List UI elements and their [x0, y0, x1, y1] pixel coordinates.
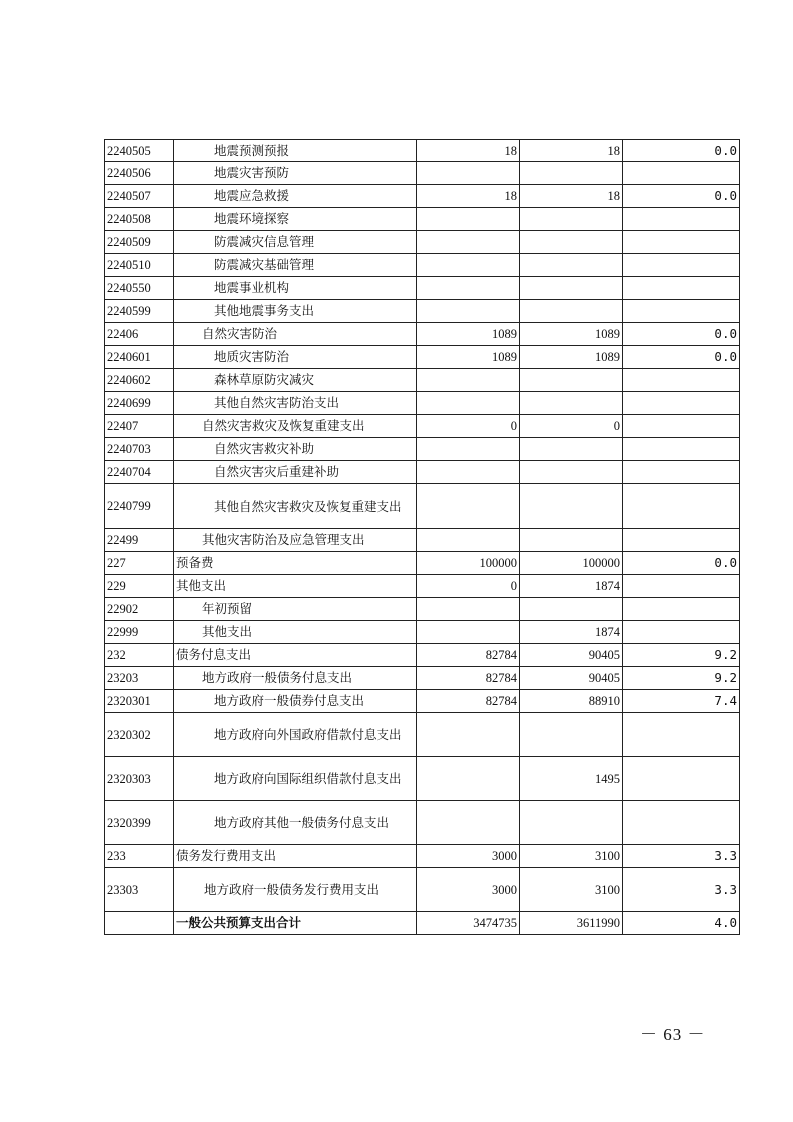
table-row — [105, 300, 740, 323]
budget-value-cell — [520, 254, 623, 277]
growth-rate-cell — [623, 621, 740, 644]
table-body — [105, 140, 740, 935]
previous-year-value-cell — [417, 392, 520, 415]
budget-value-cell — [520, 369, 623, 392]
budget-value-cell: 100000 — [520, 552, 623, 575]
subject-code-cell: 2240505 — [105, 140, 174, 162]
table-row — [105, 621, 740, 644]
page-number: － 63 － — [640, 1025, 706, 1044]
table-row — [105, 346, 740, 369]
previous-year-value-cell — [417, 529, 520, 552]
growth-rate-cell: 0.0 — [623, 323, 740, 346]
budget-value-cell: 90405 — [520, 644, 623, 667]
budget-expenditure-table — [104, 139, 740, 935]
table-row — [105, 323, 740, 346]
subject-code-cell: 2240799 — [105, 484, 174, 529]
subject-name-cell: 其他支出 — [174, 575, 417, 598]
previous-year-value-cell — [417, 438, 520, 461]
subject-code-cell: 2320399 — [105, 801, 174, 845]
previous-year-value-cell — [417, 277, 520, 300]
subject-name-cell: 一般公共预算支出合计 — [174, 912, 417, 935]
growth-rate-cell: 9.2 — [623, 667, 740, 690]
subject-code-cell: 2240510 — [105, 254, 174, 277]
table-row — [105, 801, 740, 845]
subject-name-cell: 自然灾害防治 — [174, 323, 417, 346]
previous-year-value-cell: 82784 — [417, 644, 520, 667]
budget-value-cell: 1874 — [520, 621, 623, 644]
previous-year-value-cell — [417, 208, 520, 231]
table-row — [105, 868, 740, 912]
subject-name-cell: 地方政府向国际组织借款付息支出 — [174, 757, 417, 801]
previous-year-value-cell — [417, 757, 520, 801]
table-row — [105, 644, 740, 667]
subject-code-cell: 23203 — [105, 667, 174, 690]
subject-code-cell: 233 — [105, 845, 174, 868]
growth-rate-cell — [623, 461, 740, 484]
growth-rate-cell — [623, 369, 740, 392]
budget-value-cell: 3611990 — [520, 912, 623, 935]
growth-rate-cell: 0.0 — [623, 185, 740, 208]
subject-code-cell: 2240601 — [105, 346, 174, 369]
subject-code-cell: 2240699 — [105, 392, 174, 415]
subject-name-cell: 自然灾害救灾及恢复重建支出 — [174, 415, 417, 438]
previous-year-value-cell — [417, 461, 520, 484]
previous-year-value-cell — [417, 801, 520, 845]
budget-value-cell: 1089 — [520, 323, 623, 346]
subject-code-cell: 2320302 — [105, 713, 174, 757]
table-row — [105, 208, 740, 231]
growth-rate-cell: 7.4 — [623, 690, 740, 713]
previous-year-value-cell: 1089 — [417, 323, 520, 346]
previous-year-value-cell: 0 — [417, 415, 520, 438]
table-row — [105, 598, 740, 621]
budget-value-cell: 3100 — [520, 845, 623, 868]
budget-value-cell: 1089 — [520, 346, 623, 369]
growth-rate-cell — [623, 801, 740, 845]
previous-year-value-cell: 3474735 — [417, 912, 520, 935]
budget-value-cell: 88910 — [520, 690, 623, 713]
table-row — [105, 185, 740, 208]
subject-name-cell: 地方政府其他一般债务付息支出 — [174, 801, 417, 845]
growth-rate-cell: 3.3 — [623, 868, 740, 912]
budget-value-cell — [520, 208, 623, 231]
subject-code-cell: 2240550 — [105, 277, 174, 300]
subject-name-cell: 其他灾害防治及应急管理支出 — [174, 529, 417, 552]
table-row — [105, 529, 740, 552]
previous-year-value-cell — [417, 713, 520, 757]
subject-code-cell: 2240508 — [105, 208, 174, 231]
subject-name-cell: 地方政府一般债务发行费用支出 — [174, 868, 417, 912]
budget-value-cell: 1495 — [520, 757, 623, 801]
budget-value-cell: 18 — [520, 185, 623, 208]
budget-value-cell: 1874 — [520, 575, 623, 598]
previous-year-value-cell — [417, 254, 520, 277]
previous-year-value-cell: 100000 — [417, 552, 520, 575]
subject-code-cell: 2240602 — [105, 369, 174, 392]
table-row — [105, 713, 740, 757]
table-row — [105, 415, 740, 438]
subject-name-cell: 森林草原防灾减灾 — [174, 369, 417, 392]
growth-rate-cell — [623, 757, 740, 801]
previous-year-value-cell: 0 — [417, 575, 520, 598]
subject-name-cell: 其他自然灾害防治支出 — [174, 392, 417, 415]
previous-year-value-cell: 18 — [417, 140, 520, 162]
subject-code-cell: 22407 — [105, 415, 174, 438]
previous-year-value-cell — [417, 231, 520, 254]
growth-rate-cell — [623, 598, 740, 621]
subject-name-cell: 地方政府向外国政府借款付息支出 — [174, 713, 417, 757]
budget-value-cell — [520, 461, 623, 484]
subject-name-cell: 其他支出 — [174, 621, 417, 644]
table-row — [105, 140, 740, 162]
subject-name-cell: 地震灾害预防 — [174, 162, 417, 185]
subject-name-cell: 防震减灾基础管理 — [174, 254, 417, 277]
table-row — [105, 277, 740, 300]
subject-code-cell: 2240509 — [105, 231, 174, 254]
previous-year-value-cell: 1089 — [417, 346, 520, 369]
table-row — [105, 461, 740, 484]
subject-name-cell: 地方政府一般债务付息支出 — [174, 667, 417, 690]
budget-value-cell — [520, 713, 623, 757]
table-row — [105, 162, 740, 185]
previous-year-value-cell — [417, 484, 520, 529]
budget-value-cell: 90405 — [520, 667, 623, 690]
budget-value-cell — [520, 484, 623, 529]
table-row — [105, 254, 740, 277]
subject-code-cell: 22902 — [105, 598, 174, 621]
subject-code-cell: 22999 — [105, 621, 174, 644]
growth-rate-cell — [623, 162, 740, 185]
subject-code-cell: 23303 — [105, 868, 174, 912]
subject-name-cell: 债务发行费用支出 — [174, 845, 417, 868]
growth-rate-cell — [623, 277, 740, 300]
budget-value-cell: 3100 — [520, 868, 623, 912]
subject-name-cell: 地震事业机构 — [174, 277, 417, 300]
subject-code-cell: 2240507 — [105, 185, 174, 208]
subject-name-cell: 地震应急救援 — [174, 185, 417, 208]
budget-value-cell: 0 — [520, 415, 623, 438]
subject-name-cell: 地震预测预报 — [174, 140, 417, 162]
subject-code-cell: 232 — [105, 644, 174, 667]
growth-rate-cell — [623, 713, 740, 757]
budget-value-cell — [520, 231, 623, 254]
subject-code-cell: 22499 — [105, 529, 174, 552]
budget-value-cell — [520, 162, 623, 185]
total-row — [105, 912, 740, 935]
subject-code-cell: 229 — [105, 575, 174, 598]
budget-value-cell — [520, 277, 623, 300]
subject-name-cell: 防震减灾信息管理 — [174, 231, 417, 254]
growth-rate-cell: 0.0 — [623, 140, 740, 162]
previous-year-value-cell — [417, 598, 520, 621]
subject-code-cell — [105, 912, 174, 935]
subject-name-cell: 自然灾害灾后重建补助 — [174, 461, 417, 484]
previous-year-value-cell — [417, 369, 520, 392]
subject-name-cell: 年初预留 — [174, 598, 417, 621]
growth-rate-cell — [623, 484, 740, 529]
previous-year-value-cell — [417, 300, 520, 323]
table-row — [105, 757, 740, 801]
subject-name-cell: 自然灾害救灾补助 — [174, 438, 417, 461]
subject-code-cell: 2240599 — [105, 300, 174, 323]
table-row — [105, 845, 740, 868]
table-row — [105, 231, 740, 254]
budget-value-cell — [520, 392, 623, 415]
budget-value-cell — [520, 529, 623, 552]
subject-name-cell: 其他自然灾害救灾及恢复重建支出 — [174, 484, 417, 529]
previous-year-value-cell: 3000 — [417, 868, 520, 912]
table-row — [105, 552, 740, 575]
table-row — [105, 667, 740, 690]
subject-name-cell: 地方政府一般债券付息支出 — [174, 690, 417, 713]
growth-rate-cell — [623, 529, 740, 552]
budget-value-cell — [520, 801, 623, 845]
growth-rate-cell — [623, 575, 740, 598]
growth-rate-cell: 4.0 — [623, 912, 740, 935]
subject-code-cell: 2240506 — [105, 162, 174, 185]
growth-rate-cell — [623, 300, 740, 323]
growth-rate-cell: 0.0 — [623, 346, 740, 369]
subject-code-cell: 2320303 — [105, 757, 174, 801]
growth-rate-cell: 3.3 — [623, 845, 740, 868]
subject-code-cell: 2240704 — [105, 461, 174, 484]
previous-year-value-cell: 82784 — [417, 667, 520, 690]
table-row — [105, 575, 740, 598]
subject-name-cell: 预备费 — [174, 552, 417, 575]
budget-value-cell — [520, 598, 623, 621]
budget-value-cell — [520, 300, 623, 323]
growth-rate-cell — [623, 254, 740, 277]
table-row — [105, 392, 740, 415]
growth-rate-cell — [623, 392, 740, 415]
growth-rate-cell — [623, 438, 740, 461]
subject-name-cell: 债务付息支出 — [174, 644, 417, 667]
subject-name-cell: 地震环境探察 — [174, 208, 417, 231]
growth-rate-cell — [623, 231, 740, 254]
budget-value-cell: 18 — [520, 140, 623, 162]
previous-year-value-cell — [417, 621, 520, 644]
growth-rate-cell: 0.0 — [623, 552, 740, 575]
subject-code-cell: 2320301 — [105, 690, 174, 713]
growth-rate-cell — [623, 208, 740, 231]
previous-year-value-cell: 3000 — [417, 845, 520, 868]
subject-name-cell: 其他地震事务支出 — [174, 300, 417, 323]
previous-year-value-cell: 18 — [417, 185, 520, 208]
subject-name-cell: 地质灾害防治 — [174, 346, 417, 369]
previous-year-value-cell — [417, 162, 520, 185]
table-row — [105, 484, 740, 529]
table-row — [105, 690, 740, 713]
growth-rate-cell: 9.2 — [623, 644, 740, 667]
subject-code-cell: 2240703 — [105, 438, 174, 461]
subject-code-cell: 227 — [105, 552, 174, 575]
table-row — [105, 369, 740, 392]
budget-value-cell — [520, 438, 623, 461]
subject-code-cell: 22406 — [105, 323, 174, 346]
table-row — [105, 438, 740, 461]
previous-year-value-cell: 82784 — [417, 690, 520, 713]
growth-rate-cell — [623, 415, 740, 438]
